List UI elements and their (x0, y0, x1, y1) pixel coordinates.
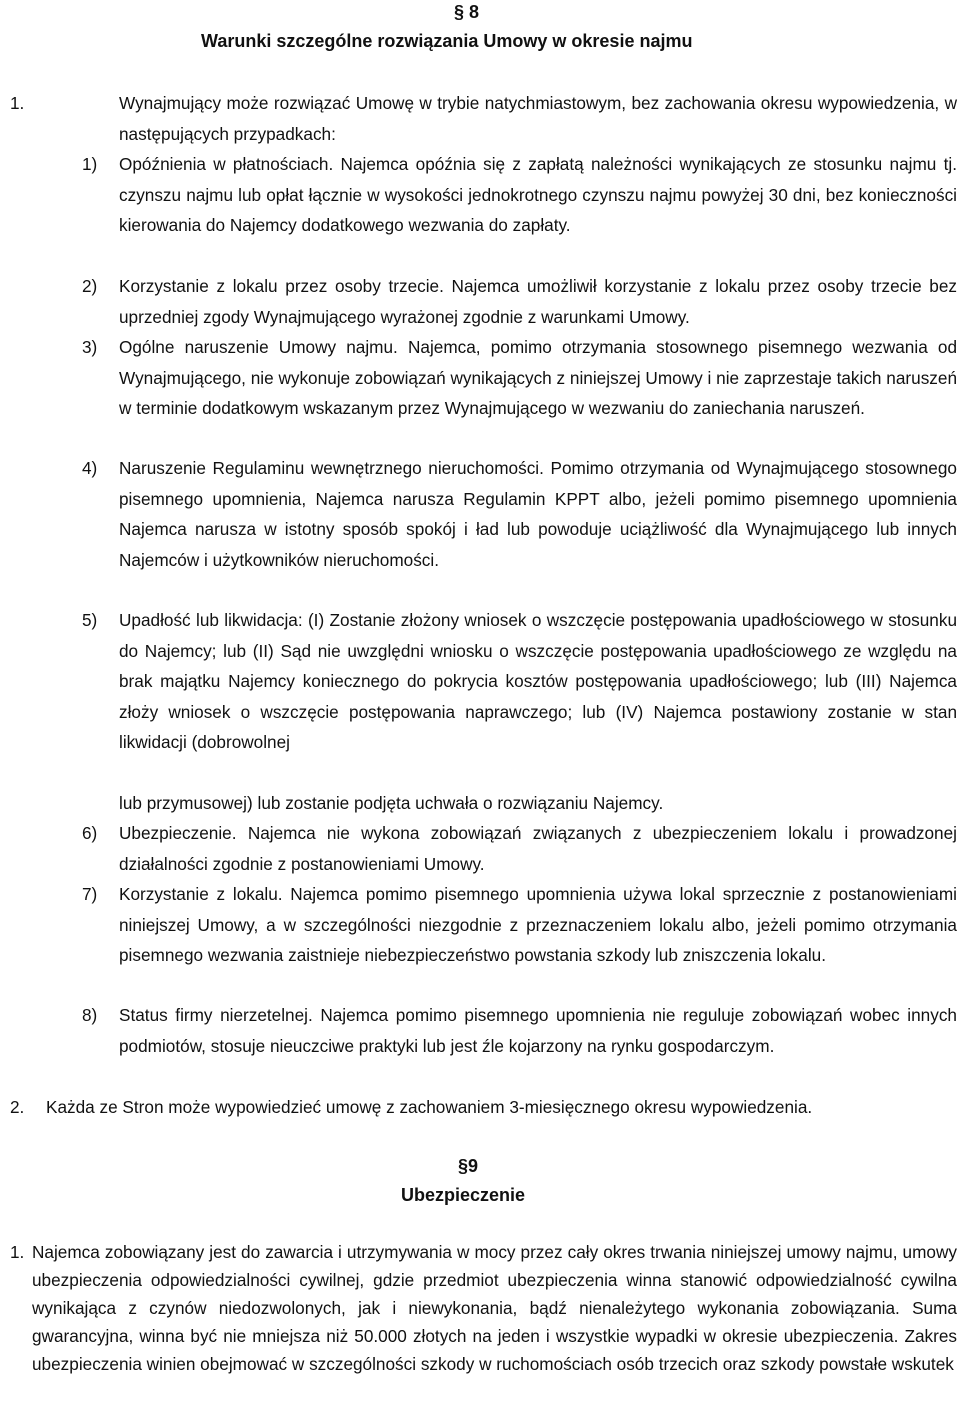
item-5-text: (I) Zostanie złożony wniosek o wszczęcie postępowania upadłościowego w stosunku do Najemcy; lub (II) Sąd nie uwzględni wniosku o wszczęcie postępowania upadłościowego ze względu na brak majątku Najemcy koniecznego do pokrycia kosztów postępowania upadłościowego; lub (III) Najemca złoży wniosek o wszczęcie postępowania naprawczego; lub (IV) Najemca postawiony zostanie w stan likwidacji (dobrowolnej (119, 610, 957, 752)
item-3-head: Ogólne naruszenie Umowy najmu. (119, 337, 398, 357)
item-1-number: 1) (82, 154, 98, 174)
item-2-text: Najemca umożliwił korzystanie z lokalu przez osoby trzecie bez uprzedniej zgody Wynajmującego wyrażonej zgodnie z warunkami Umowy. (119, 276, 958, 327)
item-5 (119, 605, 957, 758)
item-4-text: Pomimo otrzymania od Wynajmującego stosownego pisemnego upomnienia, Najemca narusza Regulamin KPPT albo, jeżeli pomimo pisemnego upomnienia Najemca narusza w istotny sposób spokój i ład lub powoduje uciążliwość dla Wynajmującego lub innych Najemców i użytkowników nieruchomości. (119, 458, 957, 570)
item-6-head: Ubezpieczenie. (119, 823, 237, 843)
item-7-text: Najemca pomimo pisemnego upomnienia używa lokal sprzecznie z postanowieniami niniejszej Umowy, a w szczególności niezgodnie z przeznaczeniem lokalu albo, jeżeli pomimo otrzymania pisemnego wezwania zaistnieje niebezpieczeństwo powstania szkody lub zniszczenia lokalu. (119, 884, 957, 965)
item-1 (119, 149, 957, 241)
item-2-head: Korzystanie z lokalu przez osoby trzecie. (119, 276, 444, 296)
item-8-number: 8) (82, 1005, 98, 1025)
item-1-text: Najemca opóźnia się z zapłatą należności wynikających ze stosunku najmu tj. czynszu najmu lub opłat łącznie w wysokości jednokrotnego czynszu najmu powyżej 30 dni, bez konieczności kierowania do Najemcy dodatkowego wezwania do zapłaty. (119, 154, 957, 235)
item-2-number: 2) (82, 276, 98, 296)
section-9-title: Ubezpieczenie (401, 1185, 526, 1205)
item-7-number: 7) (82, 884, 98, 904)
item-4-number: 4) (82, 458, 98, 478)
item-6-text: Najemca nie wykona zobowiązań związanych z ubezpieczeniem lokalu i prowadzonej działalności zgodnie z postanowieniami Umowy. (119, 823, 957, 874)
item-5-continuation: lub przymusowej) lub zostanie podjęta uchwała o rozwiązaniu Najemcy. (119, 793, 664, 813)
clause-2-text: Każda ze Stron może wypowiedzieć umowę z zachowaniem 3-miesięcznego okresu wypowiedzenia. (46, 1097, 813, 1117)
item-4-head: Naruszenie Regulaminu wewnętrznego nieruchomości. (119, 458, 544, 478)
item-5-number: 5) (82, 610, 98, 630)
clause-2-number: 2. (10, 1097, 25, 1117)
item-7 (119, 879, 957, 971)
s9-clause-1-number: 1. (10, 1242, 25, 1262)
item-1-head: Opóźnienia w płatnościach. (119, 154, 334, 174)
item-8-head: Status firmy nierzetelnej. (119, 1005, 313, 1025)
item-8-text: Najemca pomimo pisemnego upomnienia nie reguluje zobowiązań wobec innych podmiotów, stosuje nieuczciwe praktyki lub jest źle kojarzony na rynku gospodarczym. (119, 1005, 957, 1056)
item-2 (119, 271, 957, 332)
item-7-head: Korzystanie z lokalu. (119, 884, 283, 904)
item-6-number: 6) (82, 823, 98, 843)
clause-1-number: 1. (10, 93, 25, 113)
section-9-number: §9 (458, 1156, 479, 1176)
item-3 (119, 332, 957, 424)
item-5-head: Upadłość lub likwidacja: (119, 610, 303, 630)
s9-clause-1-text: Najemca zobowiązany jest do zawarcia i utrzymywania w mocy przez cały okres trwania niniejszej umowy najmu, umowy ubezpieczenia odpowiedzialności cywilnej, gdzie przedmiot ubezpieczenia winna stanowić odpowiedzialność cywilna wynikająca z czynów niedozwolonych, jak i niewykonania, bądź nienależytego wykonania zobowiązania. Suma gwarancyjna, winna być nie mniejsza niż 50.000 złotych na jeden i wszystkie wypadki w okresie ubezpieczenia. Zakres ubezpieczenia winien obejmować w szczególności szkody w ruchomościach osób trzecich oraz szkody powstałe wskutek (32, 1242, 957, 1374)
item-4 (119, 453, 957, 575)
item-6 (119, 818, 957, 879)
section-8-number: § 8 (454, 2, 480, 22)
section-8-title: Warunki szczególne rozwiązania Umowy w okresie najmu (201, 31, 693, 51)
item-8 (119, 1000, 957, 1061)
item-3-text: Najemca, pomimo otrzymania stosownego pisemnego wezwania od Wynajmującego, nie wykonuje zobowiązań wynikających z niniejszej Umowy i nie zaprzestaje takich naruszeń w terminie dodatkowym wskazanym przez Wynajmującego w wezwaniu do zaniechania naruszeń. (119, 337, 958, 418)
item-3-number: 3) (82, 337, 98, 357)
clause-1-intro: Wynajmujący może rozwiązać Umowę w trybie natychmiastowym, bez zachowania okresu wypowiedzenia, w następujących przypadkach: (119, 93, 957, 144)
